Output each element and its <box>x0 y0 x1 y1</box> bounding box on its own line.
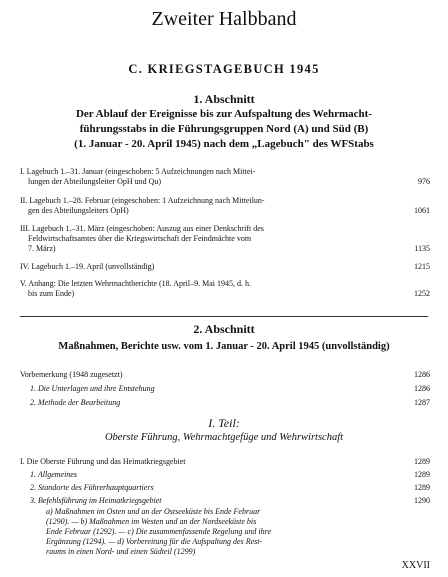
toc-entry-12 <box>30 496 430 506</box>
toc-subentry-line-2: (1290). — b) Maßnahmen im Westen und an der Nordseeküste bis <box>46 517 257 526</box>
teil1-subtitle: Oberste Führung, Wehrmachtgefüge und Wehrwirtschaft <box>104 432 344 443</box>
toc-entry-6-page: 1286 <box>414 370 430 379</box>
toc-entry-5-line-1: V. Anhang: Die letzten Wehrmachtberichte (18. April–9. Mai 1945, d. h. <box>20 279 252 288</box>
toc-entry-6 <box>20 370 430 380</box>
toc-entry-7-page: 1286 <box>414 384 430 393</box>
abschnitt1-subtitle-3: (1. Januar - 20. April 1945) nach dem „Lagebuch" des WFStabs <box>74 138 374 150</box>
toc-entry-5 <box>20 279 430 299</box>
toc-entry-5-line-2: bis zum Ende) <box>28 289 75 298</box>
toc-entry-7 <box>30 384 430 394</box>
toc-entry-4 <box>20 262 430 272</box>
toc-entry-6-label: Vorbemerkung (1948 zugesetzt) <box>20 370 123 379</box>
toc-entry-8-page: 1287 <box>414 398 430 407</box>
toc-entry-2-page: 1061 <box>414 206 430 215</box>
toc-subentry-line-3: Ende Februar (1292). — c) Die zusammenfassende Regelung und ihre <box>46 527 271 536</box>
toc-entry-4-page: 1215 <box>414 262 430 271</box>
toc-entry-2-line-1: II. Lagebuch 1.–28. Februar (eingeschoben: 1 Aufzeichnung nach Mitteilun- <box>20 196 265 205</box>
toc-entry-4-line-1: IV. Lagebuch 1.–19. April (unvollständig) <box>20 262 155 271</box>
toc-entry-3-line-2: Feldwirtschaftsamtes über die Kriegswirtschaft der Feindmächte vom <box>28 234 252 243</box>
abschnitt1-subtitle-1: Der Ablauf der Ereignisse bis zur Aufspaltung des Wehrmacht- <box>75 108 373 120</box>
toc-subentries <box>46 507 406 557</box>
toc-entry-10 <box>30 470 430 480</box>
section-divider <box>20 316 428 317</box>
abschnitt2-subtitle: Maßnahmen, Berichte usw. vom 1. Januar - 20. April 1945 (unvollständig) <box>58 341 390 352</box>
toc-entry-12-page: 1290 <box>414 496 430 505</box>
teil1-title: I. Teil: <box>208 416 240 430</box>
toc-entry-3 <box>20 224 430 254</box>
abschnitt1-title: 1. Abschnitt <box>193 92 255 106</box>
toc-entry-3-page: 1135 <box>414 244 430 253</box>
toc-entry-1-line-2: lungen der Abteilungsleiter OpH und Qu) <box>28 177 162 186</box>
halbband-heading: Zweiter Halbband <box>151 8 297 30</box>
toc-entry-7-label: 1. Die Unterlagen und ihre Entstehung <box>30 384 155 393</box>
toc-entry-5-page: 1252 <box>414 289 430 298</box>
toc-entry-10-page: 1289 <box>414 470 430 479</box>
toc-entry-1-page: 976 <box>418 177 430 186</box>
toc-entry-1 <box>20 167 430 187</box>
toc-entry-8 <box>30 398 430 408</box>
page-number: XXVII <box>401 560 430 571</box>
toc-entry-3-line-3: 7. März) <box>28 244 56 253</box>
abschnitt1-subtitle-2: führungsstabs in die Führungsgruppen Nord (A) und Süd (B) <box>79 123 369 135</box>
toc-entry-9-page: 1289 <box>414 457 430 466</box>
toc-entry-2 <box>20 196 430 216</box>
toc-subentry-line-4: Ergänzung (1294). — d) Vorbereitung für die Aufspaltung des Rest- <box>46 537 263 546</box>
toc-entry-11 <box>30 483 430 493</box>
toc-entry-1-line-1: I. Lagebuch 1.–31. Januar (eingeschoben: 5 Aufzeichnungen nach Mittei- <box>20 167 256 176</box>
toc-entry-9-label: I. Die Oberste Führung und das Heimatkriegsgebiet <box>20 457 186 466</box>
toc-entry-2-line-2: gen des Abteilungsleiters OpH) <box>28 206 129 215</box>
toc-entry-10-label: 1. Allgemeines <box>30 470 77 479</box>
kriegstagebuch-heading: C. KRIEGSTAGEBUCH 1945 <box>128 62 320 76</box>
toc-entry-11-page: 1289 <box>414 483 430 492</box>
toc-entry-9 <box>20 457 430 467</box>
toc-entry-3-line-1: III. Lagebuch 1.–31. März (eingeschoben: Auszug aus einer Denkschrift des <box>20 224 264 233</box>
toc-subentry-line-1: a) Maßnahmen im Osten und an der Ostseeküste bis Ende Februar <box>46 507 261 516</box>
abschnitt2-title: 2. Abschnitt <box>193 322 255 336</box>
toc-subentry-line-5: raums in einen Nord- und einen Südteil (1299) <box>46 547 196 556</box>
toc-entry-11-label: 2. Standorte des Führerhauptquartiers <box>30 483 154 492</box>
toc-entry-8-label: 2. Methode der Bearbeitung <box>30 398 121 407</box>
toc-entry-12-label: 3. Befehlsführung im Heimatkriegsgebiet <box>30 496 162 505</box>
